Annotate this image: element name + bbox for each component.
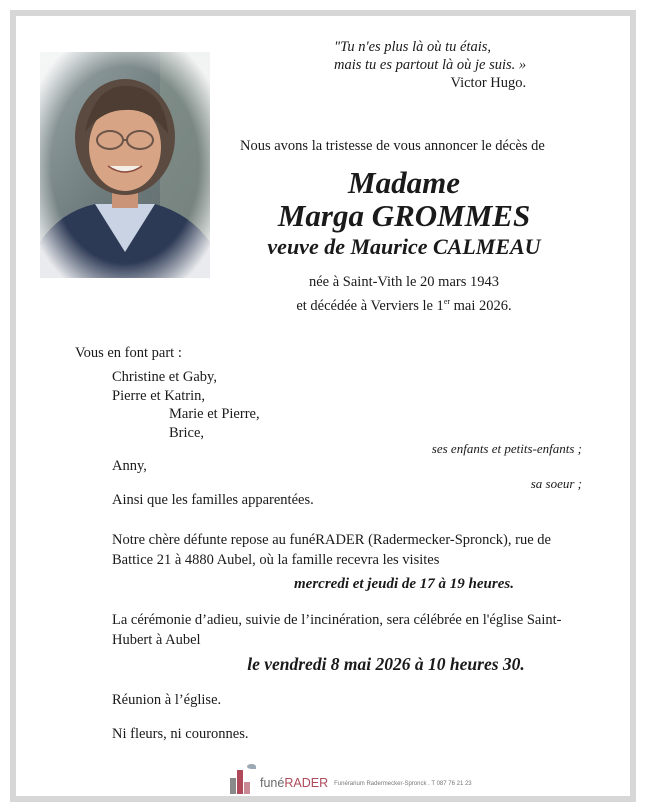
flowers-note: Ni fleurs, ni couronnes. [112, 726, 249, 742]
widow-of: veuve de Maurice CALMEAU [267, 234, 541, 259]
obituary-card [10, 10, 636, 802]
list-item: Brice, [169, 424, 205, 441]
death-line [184, 292, 624, 316]
ceremony-date: le vendredi 8 mai 2026 à 10 heures 30. [247, 654, 525, 674]
children-group-2 [169, 405, 260, 442]
list-item: Marie et Pierre, [169, 406, 260, 422]
death-line-prefix: et décédée à Verviers le 1 [296, 297, 444, 314]
announcement-intro: Nous avons la tristesse de vous annoncer le décès de [240, 138, 545, 154]
rest-paragraph: Notre chère défunte repose au funéRADER (Radermecker-Spronck), rue de Battice 21 à 4880 Aubel, où la famille recevra les visites [112, 532, 551, 568]
list-item: Christine et Gaby, [112, 369, 217, 385]
sibling-role: sa soeur ; [530, 476, 582, 491]
footer-contact: Funérarium Radermecker-Spronck . T 087 76 21 23 [334, 781, 472, 787]
ceremony-paragraph: La cérémonie d’adieu, suivie de l’incinération, sera célébrée en l'église Saint-Hubert à Aubel [112, 612, 562, 648]
funeral-home-logo-icon [230, 764, 256, 794]
quote-block [334, 38, 526, 92]
other-families: Ainsi que les familles apparentées. [112, 492, 314, 508]
quote-line: "Tu n'es plus là où tu étais, [334, 39, 492, 55]
footer-brand-suffix: RADER [284, 776, 329, 790]
birth-death-info [184, 272, 624, 316]
children-group-1 [112, 368, 217, 405]
deceased-name: Marga GROMMES [277, 198, 531, 233]
footer-brand [260, 776, 328, 790]
quote-line: mais tu es partout là où je suis. » [334, 57, 527, 73]
death-line-sup: er [443, 297, 451, 306]
family-intro: Vous en font part : [75, 345, 182, 361]
children-role: ses enfants et petits-enfants ; [431, 441, 582, 456]
reunion-note: Réunion à l’église. [112, 692, 222, 708]
death-line-suffix: mai 2026. [450, 297, 512, 314]
footer-logo [230, 762, 472, 794]
sibling: Anny, [112, 458, 147, 474]
footer-brand-prefix: funé [260, 776, 285, 790]
quote-author: Victor Hugo. [450, 75, 527, 91]
list-item: Pierre et Katrin, [112, 387, 206, 404]
birth-line: née à Saint-Vith le 20 mars 1943 [308, 274, 499, 290]
honorific: Madame [348, 165, 460, 200]
visit-times: mercredi et jeudi de 17 à 19 heures. [294, 576, 514, 592]
